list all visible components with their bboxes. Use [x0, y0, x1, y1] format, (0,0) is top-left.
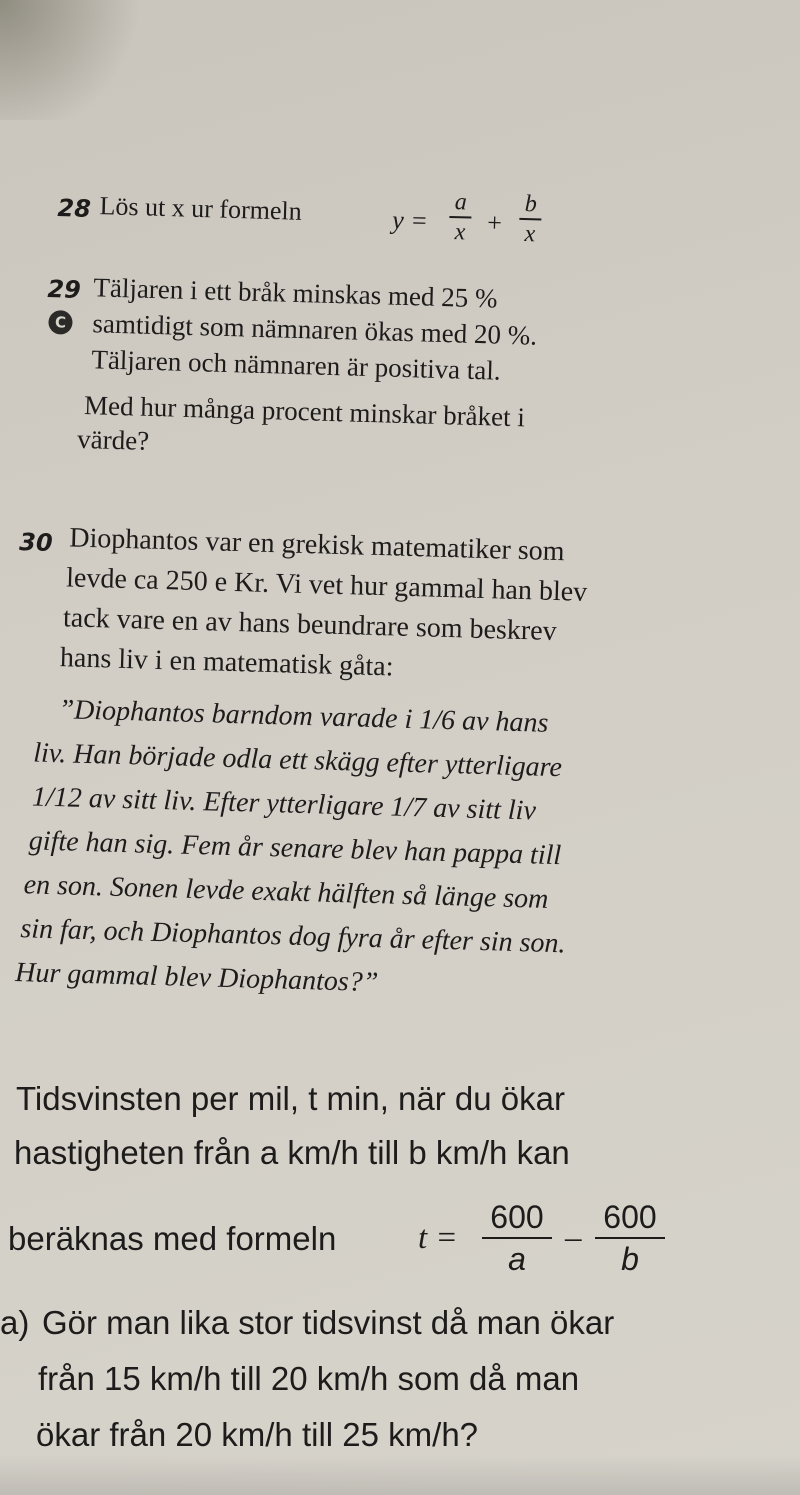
quote-line: liv. Han började odla ett skägg efter ytterligare — [32, 737, 563, 784]
fraction-bar — [482, 1237, 552, 1239]
fraction-600-over-a — [482, 1198, 552, 1278]
problem-number: 28 — [57, 193, 92, 223]
problem-line: tack vare en av hans beundrare som beskrev — [62, 602, 558, 648]
problem-line: Diophantos var en grekisk matematiker som — [68, 522, 565, 568]
numerator: 600 — [603, 1199, 657, 1235]
problem-line: Tidsvinsten per mil, t min, när du ökar — [16, 1080, 565, 1117]
bottom-shadow — [0, 1455, 800, 1495]
formula-prefix: beräknas med formeln — [8, 1220, 337, 1257]
minus-sign: – — [565, 1220, 582, 1256]
fraction-a-over-x — [449, 189, 473, 246]
formula-lhs: t = — [418, 1220, 458, 1256]
quote-line: 1/12 av sitt liv. Efter ytterligare 1/7 av sitt liv — [31, 781, 537, 827]
part-a-line: från 15 km/h till 20 km/h som då man — [38, 1360, 580, 1397]
plus-sign: + — [486, 208, 503, 238]
numerator: a — [454, 189, 468, 216]
formula-lhs: y = — [391, 205, 429, 236]
denominator: x — [524, 221, 536, 248]
page-shadow — [0, 0, 160, 120]
fraction-600-over-b — [595, 1198, 665, 1278]
problem-line: Med hur många procent minskar bråket i — [83, 390, 526, 433]
problem-number: 30 — [18, 527, 54, 557]
problem-line: samtidigt som nämnaren ökas med 20 %. — [92, 308, 538, 351]
problem-line: hans liv i en matematisk gåta: — [59, 642, 394, 683]
problem-line: hastigheten från a km/h till b km/h kan — [14, 1134, 570, 1171]
quote-line: gifte han sig. Fem år senare blev han pappa till — [28, 825, 562, 872]
denominator: b — [621, 1241, 639, 1277]
quote-line: sin far, och Diophantos dog fyra år efter sin son. — [20, 913, 566, 960]
problem-line: Täljaren i ett bråk minskas med 25 % — [93, 272, 498, 314]
problem-line: levde ca 250 e Kr. Vi vet hur gammal han blev — [65, 562, 588, 608]
quote-line: en son. Sonen levde exakt hälften så länge som — [23, 869, 549, 915]
problem-line: värde? — [76, 423, 150, 456]
difficulty-badge: C — [48, 310, 73, 335]
quote-line: ”Diophantos barndom varade i 1/6 av hans — [58, 694, 549, 739]
denominator: a — [508, 1241, 526, 1277]
denominator: x — [454, 219, 466, 246]
part-a-line: ökar från 20 km/h till 25 km/h? — [36, 1416, 479, 1453]
part-a-line: Gör man lika stor tidsvinst då man ökar — [42, 1304, 615, 1341]
problem-number: 29 — [47, 274, 82, 304]
problem-text: Lös ut x ur formeln — [99, 191, 303, 226]
problem-line: Täljaren och nämnaren är positiva tal. — [91, 344, 502, 386]
fraction-bar — [595, 1237, 665, 1239]
fraction-b-over-x — [519, 191, 543, 248]
numerator: b — [524, 191, 538, 218]
part-a-label: a) — [0, 1304, 30, 1341]
numerator: 600 — [490, 1199, 544, 1235]
quote-line: Hur gammal blev Diophantos?” — [14, 957, 379, 999]
